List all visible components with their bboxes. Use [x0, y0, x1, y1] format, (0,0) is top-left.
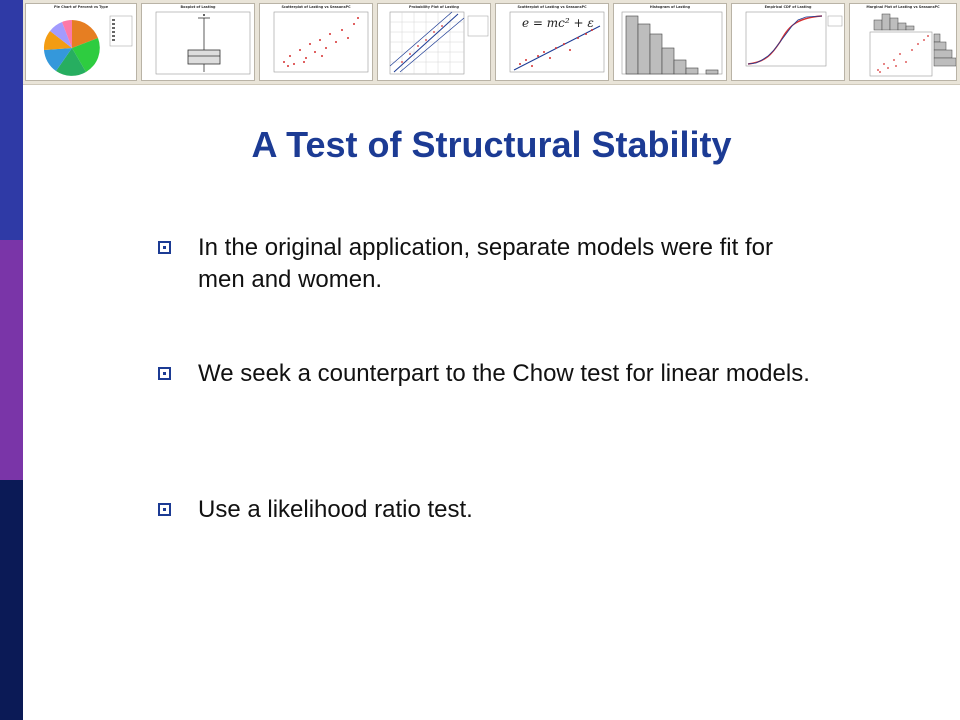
thumbnail-title: Histogram of Lasting	[649, 5, 691, 9]
pie-chart-graphic	[26, 4, 137, 81]
thumbnail-boxplot	[141, 3, 255, 81]
empirical-cdf-graphic	[732, 4, 845, 81]
thumbnail-probability-plot	[377, 3, 491, 81]
thumbnail-title: Pie Chart of Percent vs Type	[53, 5, 108, 9]
formula-text: e = mc² + ε	[522, 16, 594, 30]
left-bar-segment-middle	[0, 240, 23, 480]
left-bar-segment-bottom	[0, 480, 23, 720]
thumbnail-title: Scatterplot of Lasting vs SeasonsPC	[517, 5, 587, 9]
square-bullet-icon	[158, 367, 171, 380]
slide-title: A Test of Structural Stability	[251, 124, 732, 165]
left-accent-bar	[0, 0, 23, 720]
bullet-text: In the original application, separate models were fit for men and women.	[198, 234, 773, 293]
left-bar-segment-top	[0, 0, 23, 240]
thumbnail-title: Empirical CDF of Lasting	[764, 5, 812, 9]
thumbnail-title: Boxplot of Lasting	[180, 5, 216, 9]
thumbnail-marginal-plot	[849, 3, 957, 81]
marginal-plot-graphic	[850, 4, 957, 81]
bullet-text: We seek a counterpart to the Chow test for linear models.	[198, 360, 810, 387]
boxplot-graphic	[142, 4, 255, 81]
thumbnail-regression-scatterplot	[495, 3, 609, 81]
bullet-text: Use a likelihood ratio test.	[198, 496, 473, 523]
probability-plot-graphic	[378, 4, 491, 81]
thumbnail-scatterplot	[259, 3, 373, 81]
thumbnail-title: Marginal Plot of Lasting vs SeasonsPC	[866, 5, 940, 9]
thumbnail-empirical-cdf	[731, 3, 845, 81]
histogram-graphic	[614, 4, 727, 81]
square-bullet-icon	[158, 241, 171, 254]
thumbnail-histogram	[613, 3, 727, 81]
square-bullet-icon	[158, 503, 171, 516]
header-thumbnail-strip	[23, 0, 960, 85]
thumbnail-pie-chart	[25, 3, 137, 81]
thumbnail-title: Probability Plot of Lasting	[409, 5, 459, 9]
thumbnail-title: Scatterplot of Lasting vs SeasonsPC	[281, 5, 351, 9]
scatterplot-graphic	[260, 4, 373, 81]
